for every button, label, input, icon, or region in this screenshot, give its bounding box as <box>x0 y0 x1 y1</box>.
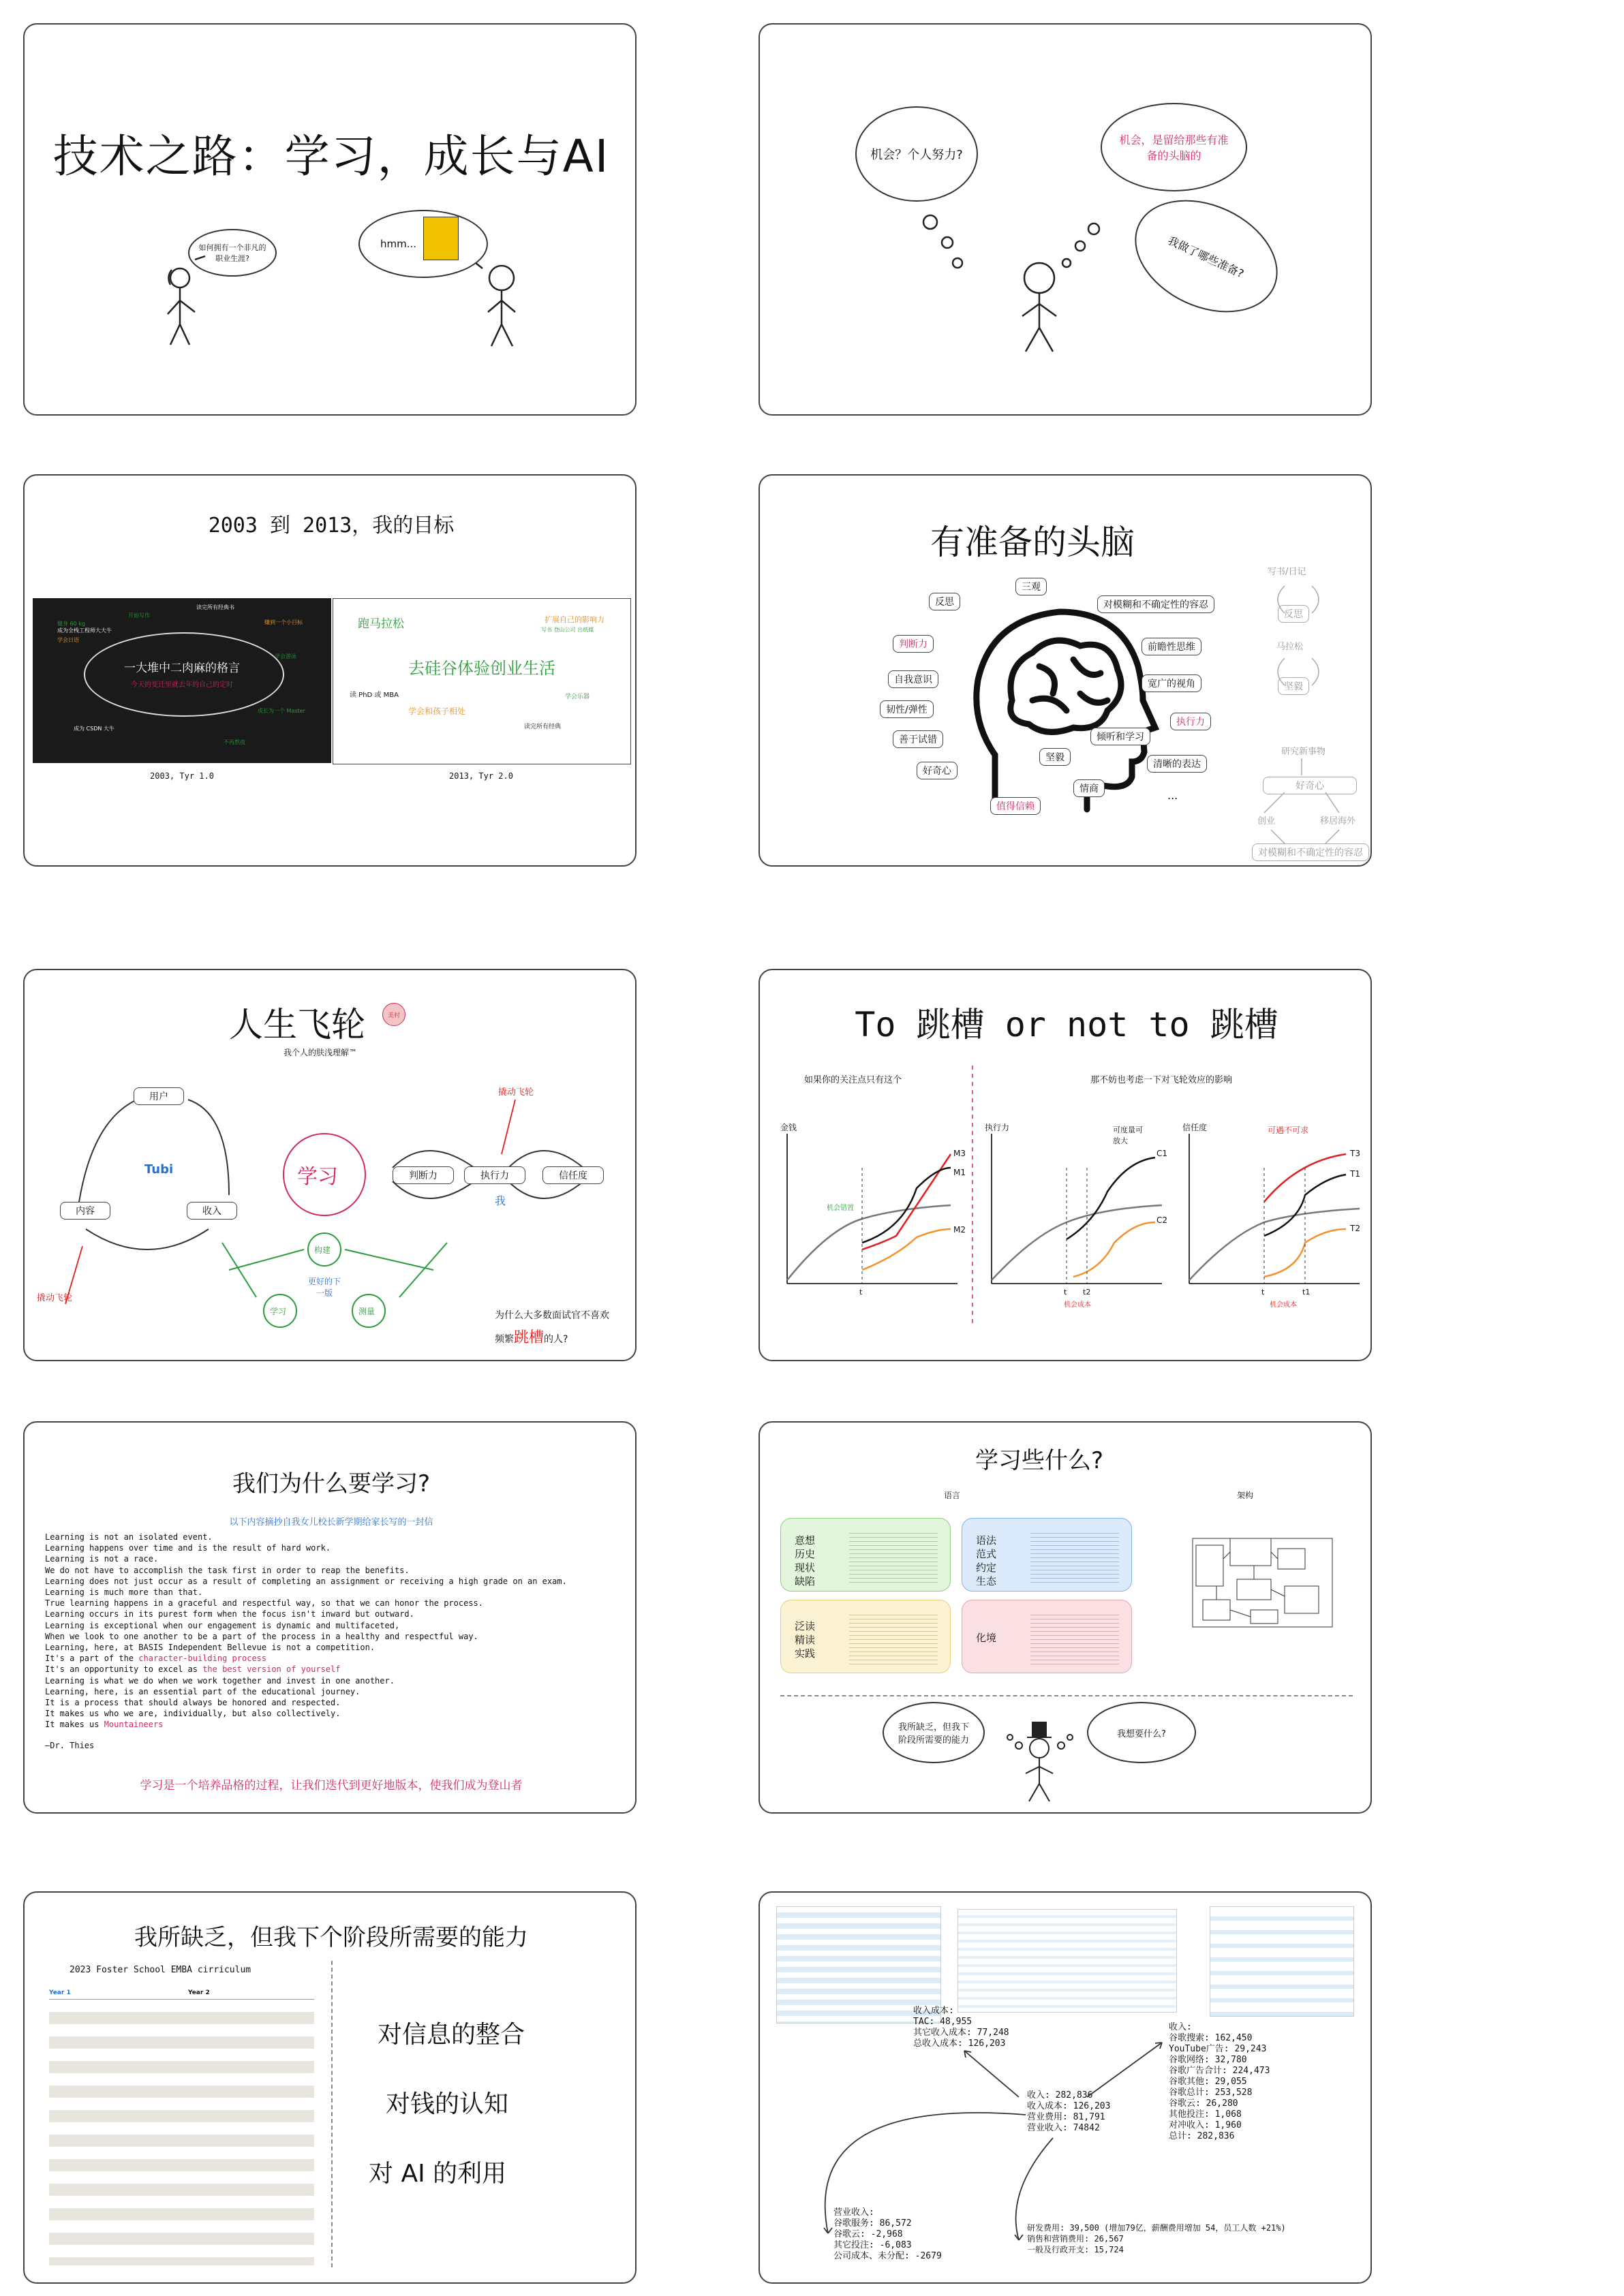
series-label-t3: T3 <box>1350 1149 1360 1158</box>
ellipsis-text: ... <box>1167 789 1178 802</box>
footer-summary: 学习是一个培养品格的过程，让我们迭代到更好地版本，使我们成为登山者 <box>140 1779 523 1793</box>
flywheel-node-revenue: 收入 <box>187 1202 237 1220</box>
subtitle: 我个人的肤浅理解™ <box>284 1048 358 1057</box>
bubble-text: 我做了哪些准备? <box>1165 233 1246 280</box>
slide-8 <box>759 1421 1372 1814</box>
letter-body <box>45 1532 624 1751</box>
side-item: 研究新事物 <box>1281 747 1326 757</box>
slide-title: 2003 到 2013，我的目标 <box>208 514 455 538</box>
curriculum-table-year1 <box>49 1989 206 2269</box>
trait-tag: 三观 <box>1015 578 1047 595</box>
table-rows <box>188 1999 314 2265</box>
slide-title: 我们为什么要学习? <box>232 1470 431 1498</box>
stick-figure <box>760 25 1372 416</box>
goal-item: 学会和孩子相处 <box>408 707 466 716</box>
annotation-scalable: 可度量可放大 <box>1113 1126 1143 1145</box>
board-item: 学会游泳 <box>275 653 296 660</box>
slide-title: 学习些什么? <box>975 1447 1104 1474</box>
side-item: 创业 <box>1257 816 1276 826</box>
caption: 2013, Tyr 2.0 <box>449 771 513 781</box>
axis-label-trust: 信任度 <box>1182 1123 1208 1132</box>
series-label-t2: T2 <box>1350 1224 1360 1233</box>
word: 实践 <box>795 1647 816 1660</box>
letter-line: Learning is what we do when we work together and invest in one another. <box>45 1675 395 1686</box>
letter-line: Learning happens over time and is the result of hard work. <box>45 1543 331 1553</box>
annotation-rare: 可遇不可求 <box>1268 1126 1309 1135</box>
flywheel-node-user: 用户 <box>134 1087 184 1105</box>
slide-title: To 跳槽 or not to 跳槽 <box>855 1005 1278 1044</box>
slide-title: 人生飞轮 <box>229 1005 365 1044</box>
trait-tag: 值得信赖 <box>990 797 1041 815</box>
slide-2 <box>759 23 1372 416</box>
letter-line: It makes us who we are, individually, but also collectively. <box>45 1709 341 1719</box>
flywheel-node-content: 内容 <box>60 1202 110 1220</box>
cost-breakdown: 收入成本: TAC: 48,955 其它收入成本: 77,248 总收入成本: 126,203 <box>913 2006 1009 2049</box>
node-judgment: 判断力 <box>393 1166 454 1184</box>
word: 现状 <box>795 1562 816 1574</box>
board-item: 成为 CSDN 大牛 <box>74 726 114 732</box>
trait-tag: 倾听和学习 <box>1090 728 1150 745</box>
table-rows <box>49 1999 206 2265</box>
trait-tag: 清晰的表达 <box>1147 755 1207 773</box>
cycle-center: 更好的下一版 <box>307 1277 341 1298</box>
line-highlight: character-building process <box>138 1654 267 1664</box>
trait-tag: 自我意识 <box>888 670 938 688</box>
side-tag: 坚毅 <box>1278 677 1309 695</box>
question-line-1: 为什么大多数面试官不喜欢 <box>495 1310 609 1321</box>
center-label-tubi: Tubi <box>144 1162 174 1177</box>
board-item: 赚到一个小目标 <box>264 619 303 625</box>
word: 精读 <box>795 1634 816 1646</box>
letter-line: Learning, here, is an essential part of the educational journey. <box>45 1686 361 1696</box>
node-trust: 信任度 <box>542 1166 604 1184</box>
question-highlight: 跳槽 <box>514 1329 545 1346</box>
ability-point: 对信息的整合 <box>378 2021 525 2049</box>
lever-label: 撬动飞轮 <box>37 1293 73 1303</box>
letter-line: We do not have to accomplish the task first in order to reap the benefits. <box>45 1565 410 1575</box>
income-summary: 收入: 282,836 收入成本: 126,203 营业费用: 81,791 营业收入: 74842 <box>1027 2090 1111 2133</box>
cycle-learn: 学习 <box>270 1307 287 1316</box>
trait-tag: 宽广的视角 <box>1142 674 1201 692</box>
word: 约定 <box>976 1562 997 1574</box>
board-center-text: 一大堆中二肉麻的格言 <box>124 662 240 675</box>
brain-head-illustration <box>964 591 1162 823</box>
word: 意想 <box>795 1534 816 1547</box>
board-center-sub: 今天的变迁里就去年的自己的定时 <box>131 681 233 689</box>
trait-tag: 前瞻性思维 <box>1142 638 1201 655</box>
side-item: 马拉松 <box>1276 642 1304 652</box>
line-highlight: Mountaineers <box>104 1720 164 1730</box>
board-item: 健身 60 kg <box>57 621 85 627</box>
ability-point: 对 AI 的利用 <box>369 2160 507 2188</box>
bubble-text: 机会？个人努力? <box>870 148 963 162</box>
line-text: It's a part of the <box>45 1654 139 1664</box>
question-line-2 <box>495 1326 568 1347</box>
goal-item: 读 PhD 或 MBA <box>350 692 399 699</box>
goal-item: 写书 登山公司 出纸媒 <box>541 627 594 633</box>
cycle-measure: 测量 <box>358 1307 376 1316</box>
letter-line: Learning does not just occur as a result of completing an assignment or receiving a high grade on an exam. <box>45 1576 567 1586</box>
column-label-architecture: 架构 <box>1237 1491 1254 1500</box>
letter-line <box>45 1653 624 1664</box>
me-label: 我 <box>495 1194 506 1207</box>
trait-tag: 好奇心 <box>917 762 957 779</box>
goal-item: 扩展自己的影响力 <box>545 615 604 624</box>
board-item: 学会日语 <box>57 637 79 643</box>
slide-4 <box>759 474 1372 867</box>
curriculum-title: 2023 Foster School EMBA cirriculum <box>70 1965 251 1975</box>
word: 范式 <box>976 1548 997 1560</box>
word: 缺陷 <box>795 1575 816 1587</box>
side-tag: 好奇心 <box>1263 777 1357 794</box>
goal-item: 学会乐器 <box>565 694 590 700</box>
letter-line: Learning is exceptional when our engagement is dynamic and multifaceted, <box>45 1620 400 1630</box>
letter-line: Learning is much more than that. <box>45 1587 203 1598</box>
series-label-m1: M1 <box>953 1168 966 1177</box>
slide-6 <box>759 969 1372 1361</box>
slide-3 <box>23 474 637 867</box>
signature: —Dr. Thies <box>45 1740 95 1750</box>
series-label-m2: M2 <box>953 1225 966 1235</box>
card-word: 化境 <box>976 1632 997 1644</box>
series-label-c1: C1 <box>1156 1149 1168 1158</box>
trait-tag: 执行力 <box>1170 713 1211 730</box>
letter-line <box>45 1719 624 1730</box>
note-opportunity-cost: 机会成本 <box>1064 1301 1091 1309</box>
vertical-divider <box>331 1961 333 2267</box>
goal-item: 读完所有经典 <box>524 724 562 730</box>
node-execution: 执行力 <box>464 1166 525 1184</box>
series-label-c2: C2 <box>1156 1215 1168 1225</box>
tick-t2: t2 <box>1083 1288 1091 1297</box>
word: 历史 <box>795 1548 816 1560</box>
letter-line: When we look to one another to be a part of the process in a healthy and respectful way. <box>45 1631 478 1641</box>
line-text: It makes us <box>45 1720 104 1730</box>
trait-tag: 对模糊和不确定性的容忍 <box>1097 595 1214 613</box>
trait-tag: 反思 <box>929 593 960 610</box>
letter-line: True learning happens in a graceful and respectful way, so that we can honor the process. <box>45 1598 483 1609</box>
cycle-build: 构建 <box>314 1245 331 1255</box>
trait-tag: 坚毅 <box>1039 748 1071 766</box>
operating-income-breakdown: 营业收入: 谷歌服务: 86,572 谷歌云: -2,968 其它投注: -6,083 公司成本、未分配: -2679 <box>833 2207 942 2261</box>
goal-board-2013 <box>333 598 631 764</box>
learning-center: 学习 <box>297 1165 338 1189</box>
side-item: 移居海外 <box>1320 816 1356 826</box>
slide-1 <box>23 23 637 416</box>
slide-5 <box>23 969 637 1361</box>
line-text: It's an opportunity to excel as <box>45 1664 203 1675</box>
slide-7 <box>23 1421 637 1814</box>
lever-label: 撬动飞轮 <box>498 1087 534 1098</box>
right-subtitle: 那不妨也考虑一下对飞轮效应的影响 <box>1090 1075 1233 1085</box>
tick-t1: t1 <box>1302 1288 1311 1297</box>
series-label-m3: M3 <box>953 1149 966 1158</box>
subtitle: 以下内容摘抄自我女儿校长新学期给家长写的一封信 <box>229 1517 433 1527</box>
line-highlight: the best version of yourself <box>202 1664 341 1675</box>
board-item: 开始写作 <box>128 612 150 619</box>
board-item: 读完所有经典书 <box>196 604 234 610</box>
goal-board-2003 <box>33 598 331 763</box>
board-item: 成为全栈工程师大大牛 <box>57 627 112 634</box>
note-opportunity-cost: 机会成本 <box>1270 1301 1297 1309</box>
revenue-breakdown: 收入: 谷歌搜索: 162,450 YouTube广告: 29,243 谷歌网络: 32,780 谷歌广告合计: 224,473 谷歌其他: 29,055 谷歌总计: 253,528 谷歌云: 26,280 其他投注: 1,068 对冲收入: 1,960 总计: 282,836 <box>1169 2022 1270 2141</box>
side-tag: 反思 <box>1278 605 1309 623</box>
goal-item: 跑马拉松 <box>358 617 404 631</box>
axis-label-execution: 执行力 <box>985 1123 1010 1132</box>
side-arrows <box>1237 578 1372 850</box>
axis-label-money: 金钱 <box>780 1123 797 1132</box>
side-tag: 对模糊和不确定性的容忍 <box>1252 843 1369 861</box>
side-item: 写书/日记 <box>1268 567 1306 577</box>
slide-title: 有准备的头脑 <box>930 523 1135 562</box>
tick-t: t <box>1064 1288 1067 1297</box>
letter-line: Learning, here, at BASIS Independent Bellevue is not a competition. <box>45 1643 376 1653</box>
stick-figures <box>25 25 637 416</box>
trait-tag: 韧性/弹性 <box>880 700 934 718</box>
letter-line: Learning occurs in its purest form when the focus isn't inward but outward. <box>45 1609 414 1619</box>
column-label-language: 语言 <box>944 1491 961 1500</box>
year-label: Year 2 <box>188 1989 210 1996</box>
slide-title: 我所缺乏，但我下个阶段所需要的能力 <box>134 1924 528 1951</box>
slide-10 <box>759 1891 1372 2284</box>
ability-point: 对钱的认知 <box>386 2090 509 2118</box>
word: 泛读 <box>795 1620 816 1632</box>
slide-title: 技术之路：学习，成长与AI <box>52 130 610 183</box>
bubble-text: 如何拥有一个非凡的职业生涯? <box>198 243 266 263</box>
bubble-text: 我想要什么? <box>1117 1728 1166 1739</box>
word: 语法 <box>976 1534 997 1547</box>
letter-line <box>45 1664 624 1675</box>
year-label: Year 1 <box>49 1989 71 1996</box>
letter-line: Learning is not a race. <box>45 1554 159 1564</box>
tick-t: t <box>859 1288 863 1297</box>
question-pre: 频繁 <box>495 1334 514 1345</box>
annotation-misplaced: 机会错置 <box>827 1205 854 1212</box>
letter-line: It is a process that should always be honored and respected. <box>45 1698 341 1708</box>
expense-breakdown: 研发费用: 39,500 (增加79亿，薪酬费用增加 54，员工人数 +21%) 销售和营销费用: 26,567 一般及行政开支: 15,724 <box>1027 2223 1286 2254</box>
slide-9 <box>23 1891 637 2284</box>
goal-item: 去硅谷体验创业生活 <box>408 659 555 678</box>
tick-t: t <box>1261 1288 1265 1297</box>
letter-line: Learning is not an isolated event. <box>45 1532 213 1542</box>
word: 生态 <box>976 1575 997 1587</box>
bubble-text: 机会，是留给那些有准备的头脑的 <box>1119 134 1229 162</box>
bubble-text: 我所缺乏，但我下阶段所需要的能力 <box>898 1722 969 1746</box>
badge: 美村 <box>382 1003 405 1026</box>
curriculum-table-year2 <box>188 1989 314 2269</box>
trait-tag: 善于试错 <box>893 730 943 748</box>
board-item: 成长为一个 Master <box>258 708 305 714</box>
question-post: 的人? <box>544 1334 568 1345</box>
series-label-t1: T1 <box>1350 1169 1360 1179</box>
stick-figure-top-hat <box>760 1423 1372 1814</box>
trait-tag: 情商 <box>1073 779 1105 797</box>
board-item: 不再熬夜 <box>224 739 245 745</box>
caption: 2003, Tyr 1.0 <box>150 771 214 781</box>
trait-tag: 判断力 <box>893 635 934 653</box>
left-subtitle: 如果你的关注点只有这个 <box>804 1075 902 1085</box>
bubble-text: hmm... <box>380 238 417 250</box>
flow-arrows <box>760 1893 1372 2284</box>
